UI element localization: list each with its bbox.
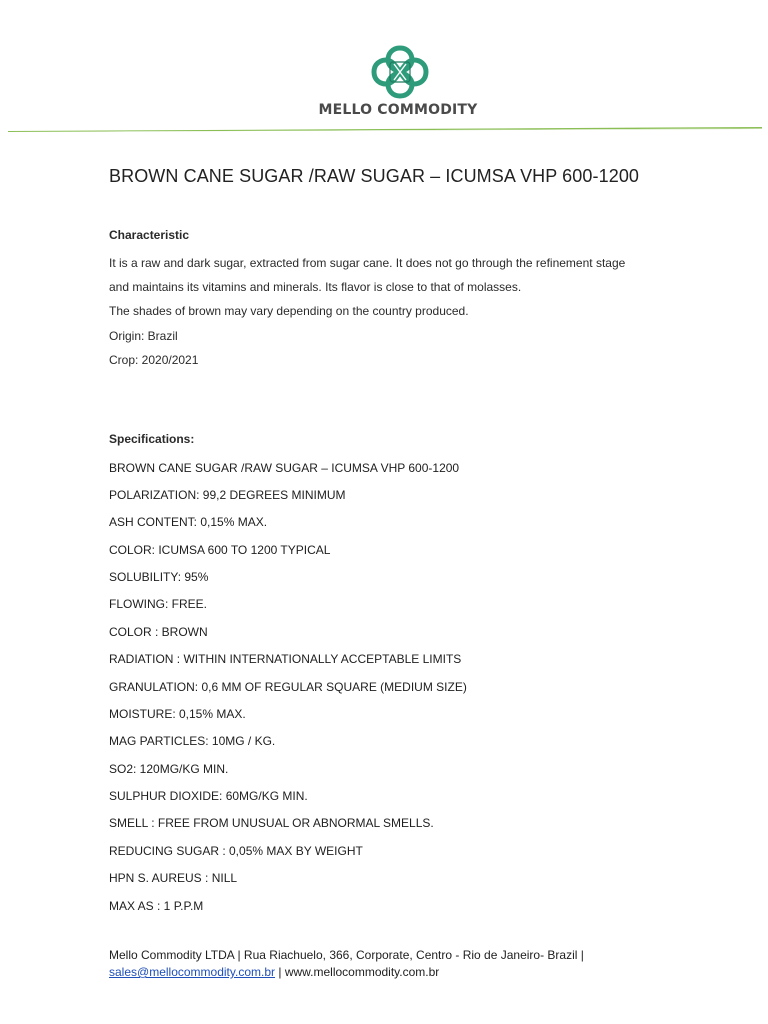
spec-item: HPN S. AUREUS : NILL xyxy=(109,871,238,885)
spec-item: ASH CONTENT: 0,15% MAX. xyxy=(109,515,268,529)
spec-item: BROWN CANE SUGAR /RAW SUGAR – ICUMSA VHP 600-1200 xyxy=(109,461,460,475)
footer-separator: | xyxy=(275,965,285,979)
brand-name: MELLO COMMODITY xyxy=(318,102,478,118)
company-address: Mello Commodity LTDA | Rua Riachuelo, 366, Corporate, Centro - Rio de Janeiro- Brazil | xyxy=(109,948,584,962)
spec-item: COLOR : BROWN xyxy=(109,625,208,639)
spec-item: FLOWING: FREE. xyxy=(109,597,208,611)
spec-item: COLOR: ICUMSA 600 TO 1200 TYPICAL xyxy=(109,543,331,557)
characteristic-line: It is a raw and dark sugar, extracted from sugar cane. It does not go through the refinement stage xyxy=(109,256,626,270)
characteristic-line: and maintains its vitamins and minerals. Its flavor is close to that of molasses. xyxy=(109,280,522,294)
spec-item: SOLUBILITY: 95% xyxy=(109,570,209,584)
celtic-knot-icon xyxy=(368,44,432,100)
page-footer xyxy=(109,947,584,981)
spec-item: REDUCING SUGAR : 0,05% MAX BY WEIGHT xyxy=(109,844,363,858)
origin-line: Origin: Brazil xyxy=(109,329,178,343)
spec-item: MAX AS : 1 P.P.M xyxy=(109,899,204,913)
spec-item: SULPHUR DIOXIDE: 60MG/KG MIN. xyxy=(109,789,308,803)
characteristic-line: The shades of brown may vary depending on the country produced. xyxy=(109,304,469,318)
specifications-heading: Specifications: xyxy=(109,432,195,446)
document-title: BROWN CANE SUGAR /RAW SUGAR – ICUMSA VHP 600-1200 xyxy=(109,166,640,186)
spec-item: SO2: 120MG/KG MIN. xyxy=(109,762,229,776)
header-divider xyxy=(8,126,762,132)
footer-contact-line xyxy=(109,964,584,981)
characteristic-heading: Characteristic xyxy=(109,228,190,242)
website-text: www.mellocommodity.com.br xyxy=(284,965,440,979)
spec-item: POLARIZATION: 99,2 DEGREES MINIMUM xyxy=(109,488,346,502)
spec-item: MOISTURE: 0,15% MAX. xyxy=(109,707,246,721)
email-link[interactable]: sales@mellocommodity.com.br xyxy=(109,965,276,979)
spec-item: MAG PARTICLES: 10MG / KG. xyxy=(109,734,276,748)
spec-item: RADIATION : WITHIN INTERNATIONALLY ACCEPTABLE LIMITS xyxy=(109,652,462,666)
spec-item: SMELL : FREE FROM UNUSUAL OR ABNORMAL SMELLS. xyxy=(109,816,434,830)
crop-line: Crop: 2020/2021 xyxy=(109,353,199,367)
spec-item: GRANULATION: 0,6 MM OF REGULAR SQUARE (MEDIUM SIZE) xyxy=(109,680,467,694)
